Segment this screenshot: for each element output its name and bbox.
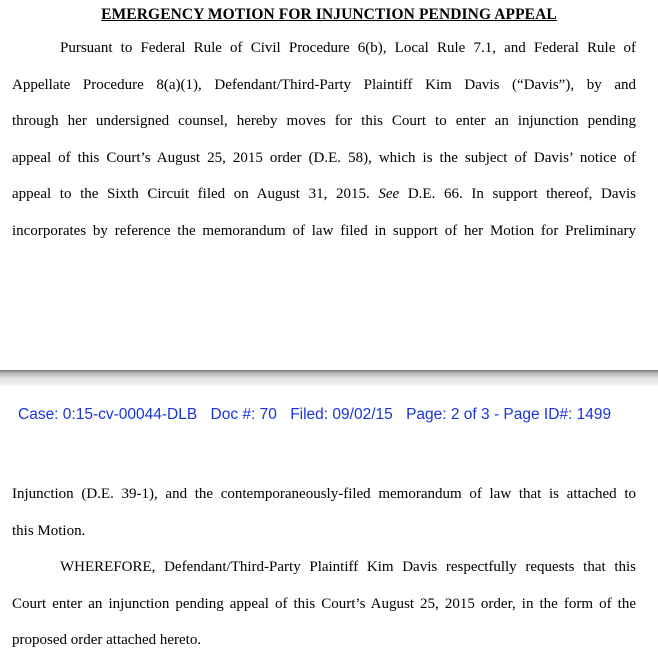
paragraph-continuation: [12, 476, 636, 549]
paragraph-wherefore: [12, 549, 636, 659]
paragraph-motion-intro: [12, 30, 636, 250]
case-header: [18, 406, 611, 424]
paragraph-line: proposed order attached hereto.: [12, 632, 202, 649]
filed-date: Filed: 09/02/15: [290, 406, 393, 423]
case-number: Case: 0:15-cv-00044-DLB: [18, 406, 198, 423]
line-text: appeal to the Sixth Circuit filed on August 31, 2015.: [12, 186, 370, 203]
page-break-divider: [0, 370, 658, 386]
paragraph-line: incorporates by reference the memorandum of law filed in support of her Motion for Preliminary: [12, 222, 636, 239]
paragraph-line: Appellate Procedure 8(a)(1), Defendant/Third-Party Plaintiff Kim Davis (“Davis”), by and: [12, 76, 636, 93]
document-title: EMERGENCY MOTION FOR INJUNCTION PENDING APPEAL: [101, 6, 557, 23]
paragraph-line: Pursuant to Federal Rule of Civil Procedure 6(b), Local Rule 7.1, and Federal Rule of: [60, 40, 636, 56]
paragraph-line: appeal of this Court’s August 25, 2015 order (D.E. 58), which is the subject of Davis’ notice of: [12, 149, 636, 166]
paragraph-line: through her undersigned counsel, hereby moves for this Court to enter an injunction pending: [12, 113, 636, 130]
paragraph-line-with-citation: [12, 176, 636, 213]
paragraph-line: WHEREFORE, Defendant/Third-Party Plaintiff Kim Davis respectfully requests that this: [60, 559, 636, 575]
citation-signal: See: [378, 186, 400, 203]
line-text: D.E. 66. In support thereof, Davis: [407, 186, 637, 203]
paragraph-line: this Motion.: [12, 522, 86, 539]
page-info: Page: 2 of 3 - Page ID#: 1499: [406, 406, 612, 423]
doc-number: Doc #: 70: [210, 406, 277, 423]
paragraph-line: Injunction (D.E. 39-1), and the contemporaneously-filed memorandum of law that is attached to: [12, 486, 636, 502]
paragraph-line: Court enter an injunction pending appeal of this Court’s August 25, 2015 order, in the form of the: [12, 595, 636, 612]
